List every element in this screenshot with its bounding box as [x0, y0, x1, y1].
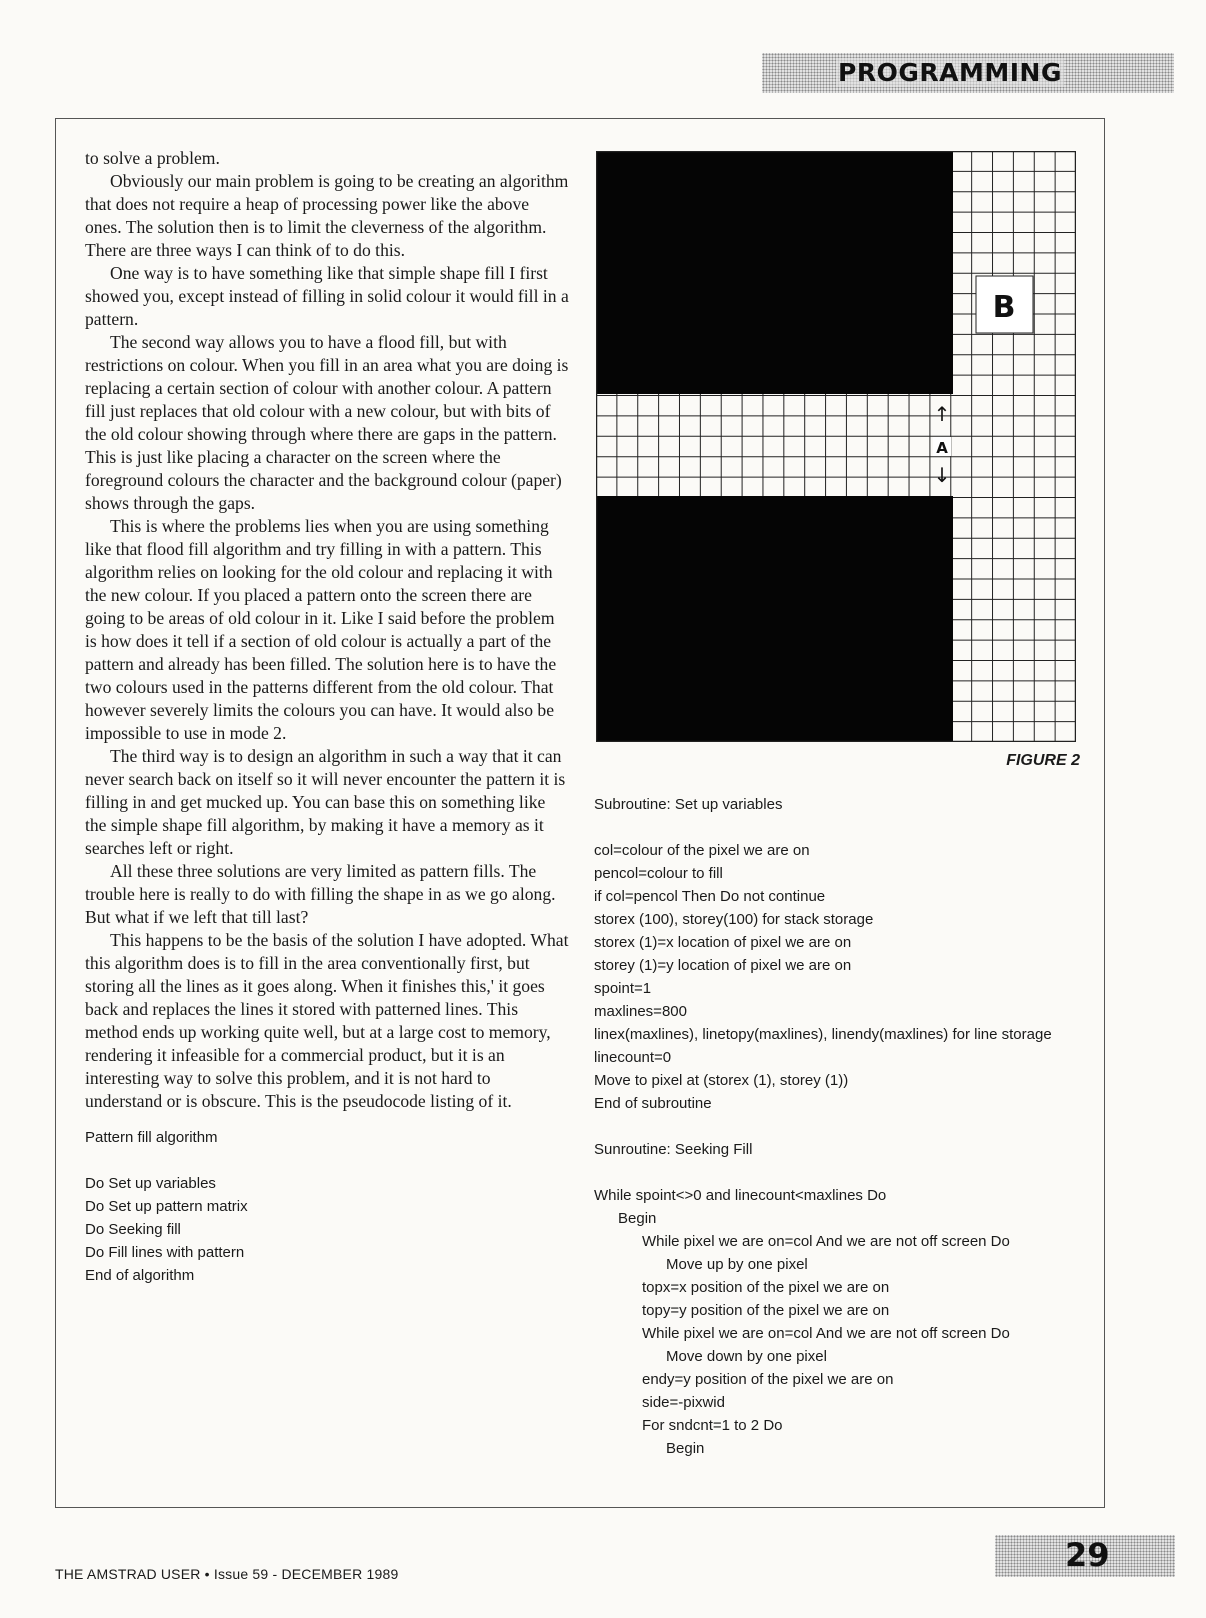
article-paragraph: One way is to have something like that simple shape fill I first showed you, except instead of filling in solid colour it would fill in a pattern. [85, 263, 569, 329]
figure-2-diagram [596, 151, 1076, 742]
code-line: linecount=0 [594, 1049, 672, 1066]
pseudocode-listing [85, 1172, 570, 1287]
article-paragraph: This is where the problems lies when you are using something like that flood fill algorithm and try filling in with a pattern. This algorithm relies on looking for the old colour and replacing it with the new colour. If you placed a pattern onto the screen there are going to be areas of old colour in it. Like I said before the problem is how does it tell if a section of old colour is actually a part of the pattern and already has been filled. The solution here is to have the two colours used in the patterns different from the old colour. That however severely limits the colours you can have. It would also be impossible to use in mode 2. [85, 516, 557, 743]
listing-line: End of algorithm [85, 1267, 195, 1284]
code-line: Move up by one pixel [666, 1256, 808, 1273]
article-text-column [85, 147, 570, 1287]
section-banner [762, 53, 1174, 93]
code-line: For sndcnt=1 to 2 Do [642, 1417, 783, 1434]
figure-caption: FIGURE 2 [1006, 752, 1080, 769]
code-line: side=-pixwid [642, 1394, 725, 1411]
subroutine-title: Subroutine: Set up variables [594, 796, 783, 813]
code-line: linex(maxlines), linetopy(maxlines), linendy(maxlines) for line storage [594, 1026, 1052, 1043]
label-a: A [936, 439, 948, 457]
code-line: End of subroutine [594, 1095, 712, 1112]
listing-line: Do Set up pattern matrix [85, 1198, 248, 1215]
label-b: B [992, 290, 1016, 325]
code-line: Move down by one pixel [666, 1348, 827, 1365]
article-paragraph: The second way allows you to have a flood fill, but with restrictions on colour. When you fill in an area what you are doing is replacing a certain section of colour with another colour. A pattern fill just replaces that old colour with a new colour, but with bits of the old colour showing through where there are gaps in the pattern. This is just like placing a character on the screen where the foreground colours the character and the background colour (paper) shows through the gaps. [85, 332, 569, 513]
filled-region-top [596, 151, 953, 394]
listing-line: Do Seeking fill [85, 1221, 181, 1238]
code-line: While pixel we are on=col And we are not off screen Do [642, 1325, 1010, 1342]
listing-line: Do Set up variables [85, 1175, 216, 1192]
page-footer [55, 1566, 398, 1582]
article-paragraph: Obviously our main problem is going to be creating an algorithm that does not require a heap of processing power like the above ones. The solution then is to limit the cleverness of the algorithm. There are three ways I can think of to do this. [85, 171, 569, 260]
issue-date: DECEMBER 1989 [281, 1566, 399, 1582]
code-line: While pixel we are on=col And we are not off screen Do [642, 1233, 1010, 1250]
arrow-up: ↑ [933, 402, 951, 426]
article-paragraph: to solve a problem. [85, 148, 220, 168]
publication-name: THE AMSTRAD USER [55, 1566, 201, 1582]
footer-dash: - [272, 1566, 278, 1582]
listing-line: Do Fill lines with pattern [85, 1244, 245, 1261]
article-paragraph: All these three solutions are very limited as pattern fills. The trouble here is really to do with filling the shape in as we go along. But what if we left that till last? [85, 861, 556, 927]
code-line: storex (100), storey(100) for stack storage [594, 911, 874, 928]
article-paragraph: The third way is to design an algorithm in such a way that it can never search back on itself so it will never encounter the pattern it is filling in and get mucked up. You can base this on something like the simple shape fill algorithm, by making it have a memory as it searches left or right. [85, 746, 566, 858]
footer-bullet: • [204, 1566, 210, 1582]
subroutine-title: Sunroutine: Seeking Fill [594, 1141, 753, 1158]
code-line: Begin [666, 1440, 705, 1457]
code-line: topx=x position of the pixel we are on [642, 1279, 890, 1296]
page-number: 29 [1065, 1536, 1110, 1574]
code-line: storey (1)=y location of pixel we are on [594, 957, 852, 974]
code-line: While spoint<>0 and linecount<maxlines Do [594, 1187, 887, 1204]
code-line: col=colour of the pixel we are on [594, 842, 810, 859]
code-line: Begin [618, 1210, 657, 1227]
article-paragraph: This happens to be the basis of the solution I have adopted. What this algorithm does is to fill in the area conventionally first, but storing all the lines as it goes along. When it finishes this,' it goes back and replaces the lines it stored with patterned lines. This method ends up working quite well, but at a large cost to memory, rendering it infeasible for a commercial product, but it is an interesting way to solve this problem, and it is not hard to understand or is obscure. This is the pseudocode listing of it. [85, 930, 569, 1111]
arrow-down: ↓ [933, 463, 951, 487]
code-line: endy=y position of the pixel we are on [642, 1371, 894, 1388]
code-line: if col=pencol Then Do not continue [594, 888, 826, 905]
filled-region-bottom [596, 496, 953, 742]
listing-title: Pattern fill algorithm [85, 1129, 218, 1146]
issue-number: Issue 59 [213, 1566, 269, 1582]
code-line: topy=y position of the pixel we are on [642, 1302, 890, 1319]
code-line: pencol=colour to fill [594, 865, 723, 882]
page-number-box [995, 1535, 1175, 1577]
code-line: Move to pixel at (storex (1), storey (1)) [594, 1072, 849, 1089]
code-line: spoint=1 [594, 980, 652, 997]
section-title: PROGRAMMING [838, 58, 1062, 87]
subroutine-listing [594, 793, 1094, 1460]
code-line: maxlines=800 [594, 1003, 687, 1020]
code-line: storex (1)=x location of pixel we are on [594, 934, 852, 951]
